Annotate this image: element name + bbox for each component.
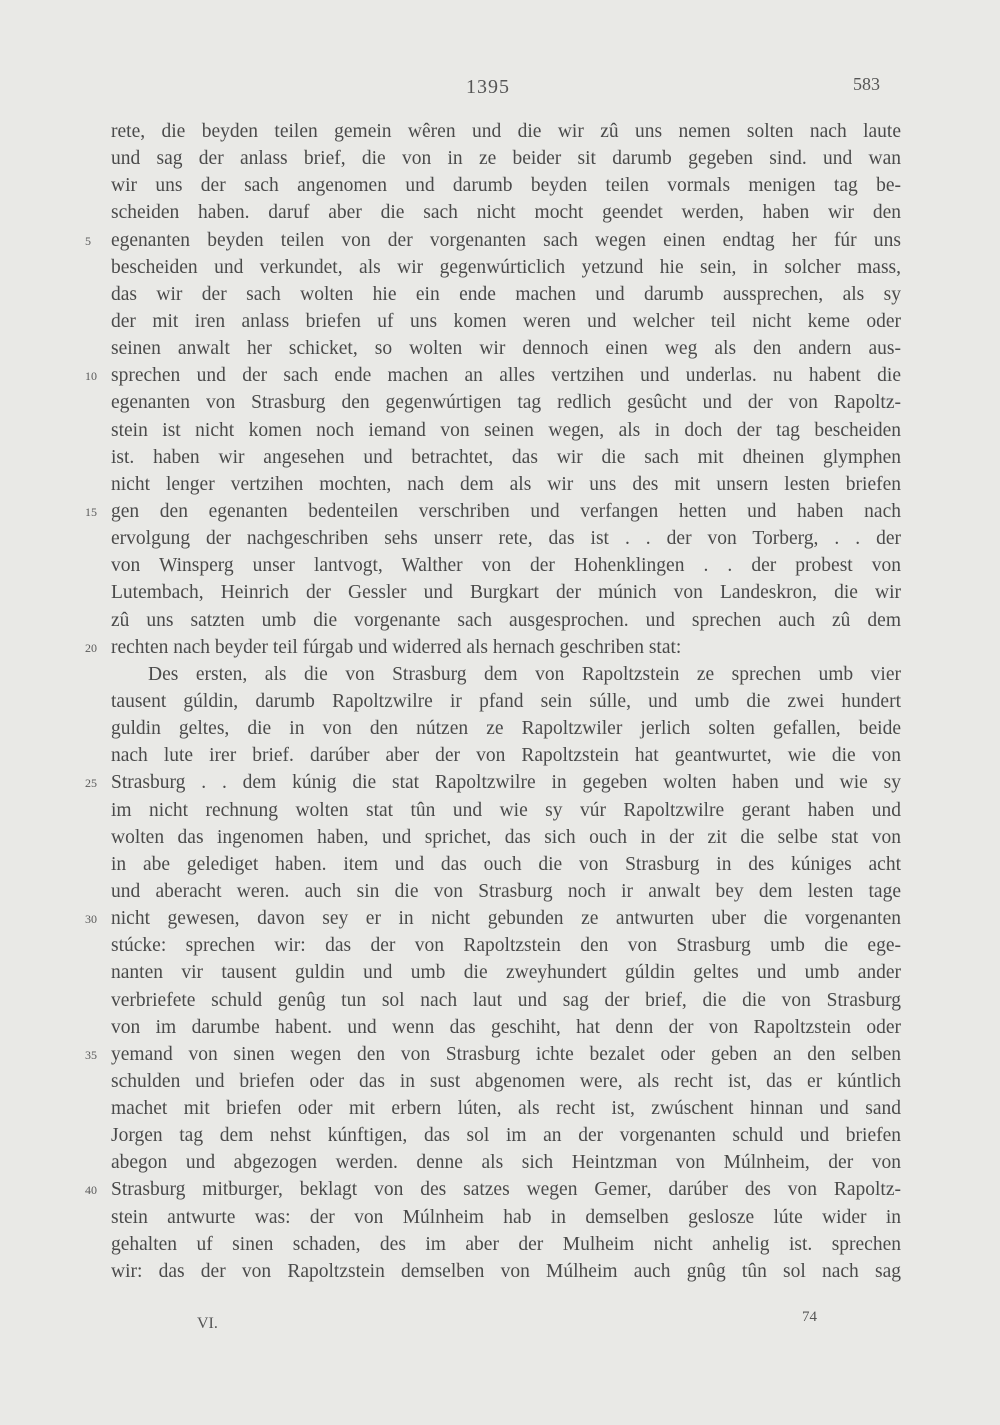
- text-line: [111, 1014, 901, 1041]
- text-line: [111, 525, 901, 552]
- line-text: wir uns der sach angenomen und darumb beyden teilen vormals menigen tag be-: [111, 175, 901, 197]
- line-number: 15: [85, 504, 97, 519]
- line-text: und aberacht weren. auch sin die von Strasburg noch ir anwalt bey dem lesten tage: [111, 880, 901, 902]
- line-text: Strasburg mitburger, beklagt von des satzes wegen Gemer, darúber des von Rapoltz-: [111, 1179, 901, 1201]
- text-line: [111, 797, 901, 824]
- text-line: [85, 498, 901, 525]
- line-text: sprechen und der sach ende machen an alles vertzihen und underlas. nu habent die: [111, 365, 901, 387]
- text-line: [85, 769, 901, 796]
- line-text: wir: das der von Rapoltzstein demselben von Múlheim auch gnûg tûn sol nach sag: [111, 1260, 901, 1282]
- text-line: [111, 1122, 901, 1149]
- line-text: verbriefete schuld genûg tun sol nach laut und sag der brief, die die von Strasburg: [111, 989, 901, 1011]
- text-line: [111, 335, 901, 362]
- text-line: [85, 905, 901, 932]
- text-line: [85, 362, 901, 389]
- text-line: [111, 932, 901, 959]
- text-line: [111, 1258, 901, 1285]
- line-text: guldin geltes, die in von den nútzen ze Rapoltzwiler jerlich solten gefallen, beide: [111, 718, 901, 740]
- text-line: [111, 715, 901, 742]
- text-line: [111, 661, 901, 688]
- text-line: [111, 172, 901, 199]
- line-text: bescheiden und verkundet, als wir gegenwúrticlich yetzund hie sein, in solcher mass,: [111, 256, 901, 278]
- page-year-heading: 1395: [466, 76, 510, 98]
- text-line: [111, 552, 901, 579]
- line-text: nanten vir tausent guldin und umb die zweyhundert gúldin geltes und umb ander: [111, 962, 901, 984]
- line-text: gehalten uf sinen schaden, des im aber der Mulheim nicht anhelig ist. sprechen: [111, 1233, 901, 1255]
- text-line: [111, 471, 901, 498]
- footer-sheet-number: 74: [802, 1309, 817, 1325]
- line-text: und sag der anlass brief, die von in ze beider sit darumb gegeben sind. und wan: [111, 148, 901, 170]
- line-text: stein ist nicht komen noch iemand von seinen wegen, als in doch der tag bescheiden: [111, 419, 901, 441]
- line-text: yemand von sinen wegen den von Strasburg ichte bezalet oder geben an den selben: [111, 1043, 901, 1065]
- text-line: [111, 579, 901, 606]
- text-line: [111, 417, 901, 444]
- text-line: [111, 607, 901, 634]
- text-line: [111, 145, 901, 172]
- text-line: [111, 389, 901, 416]
- text-line: [85, 1041, 901, 1068]
- text-line: [85, 1176, 901, 1203]
- line-text: von Winsperg unser lantvogt, Walther von der Hohenklingen . . der probest von: [111, 555, 901, 577]
- line-text: machet mit briefen oder mit erbern lúten, als recht ist, zwúschent hinnan und sand: [111, 1098, 901, 1120]
- line-text: tausent gúldin, darumb Rapoltzwilre ir pfand sein súlle, und umb die zwei hundert: [111, 690, 901, 712]
- line-text: ervolgung der nachgeschriben sehs unserr rete, das ist . . der von Torberg, . . der: [111, 528, 901, 550]
- line-text: seinen anwalt her schicket, so wolten wir dennoch einen weg als den andern aus-: [111, 338, 901, 360]
- line-text: zû uns satzten umb die vorgenante sach ausgesprochen. und sprechen auch zû dem: [111, 609, 901, 631]
- line-text: scheiden haben. daruf aber die sach nicht mocht geendet werden, haben wir den: [111, 202, 901, 224]
- line-text: ist. haben wir angesehen und betrachtet, das wir die sach mit dheinen glymphen: [111, 446, 901, 468]
- line-text: egenanten von Strasburg den gegenwúrtigen tag redlich gesûcht und der von Rapoltz-: [111, 392, 901, 414]
- line-text: Jorgen tag dem nehst kúnftigen, das sol im an der vorgenanten schuld und briefen: [111, 1125, 901, 1147]
- page-number: 583: [853, 74, 880, 94]
- text-line: [111, 742, 901, 769]
- line-text: in abe gelediget haben. item und das ouch die von Strasburg in des kúniges acht: [111, 853, 901, 875]
- text-line: [111, 851, 901, 878]
- text-line: [111, 1204, 901, 1231]
- line-text: schulden und briefen oder das in sust abgenomen were, als recht ist, das er kúntlich: [111, 1070, 901, 1092]
- body-text: [85, 118, 901, 1285]
- footer-signature: VI.: [197, 1315, 218, 1332]
- text-line: [85, 227, 901, 254]
- text-line: [111, 308, 901, 335]
- line-text: wolten das ingenomen haben, und sprichet, das sich ouch in der zit die selbe stat von: [111, 826, 901, 848]
- line-text: nach lute irer brief. darúber aber der von Rapoltzstein hat geantwurtet, wie die von: [111, 745, 901, 767]
- line-text: rete, die beyden teilen gemein wêren und die wir zû uns nemen solten nach laute: [111, 121, 901, 142]
- text-line: [111, 688, 901, 715]
- text-line: [111, 824, 901, 851]
- line-text: stúcke: sprechen wir: das der von Rapoltzstein den von Strasburg umb die ege-: [111, 935, 901, 957]
- line-text: nicht gewesen, davon sey er in nicht gebunden ze antwurten uber die vorgenanten: [111, 908, 901, 930]
- text-line: [85, 634, 901, 661]
- line-number: 35: [85, 1047, 97, 1062]
- line-number: 10: [85, 369, 97, 384]
- text-line: [111, 444, 901, 471]
- line-text: von im darumbe habent. und wenn das geschiht, hat denn der von Rapoltzstein oder: [111, 1016, 901, 1038]
- line-text: der mit iren anlass briefen uf uns komen weren und welcher teil nicht keme oder: [111, 310, 901, 332]
- line-text: egenanten beyden teilen von der vorgenanten sach wegen einen endtag her fúr uns: [111, 229, 901, 251]
- line-text: gen den egenanten bedenteilen verschriben und verfangen hetten und haben nach: [111, 500, 901, 522]
- text-line: [111, 1068, 901, 1095]
- text-line: [111, 199, 901, 226]
- line-text: abegon und abgezogen werden. denne als sich Heintzman von Múlnheim, der von: [111, 1152, 901, 1174]
- line-number: 5: [85, 233, 91, 248]
- text-line: [111, 281, 901, 308]
- line-number: 30: [85, 912, 97, 927]
- line-number: 40: [85, 1183, 97, 1198]
- line-text: Lutembach, Heinrich der Gessler und Burgkart der múnich von Landeskron, die wir: [111, 582, 901, 604]
- text-line: [111, 118, 901, 145]
- text-line: [111, 1149, 901, 1176]
- text-line: [111, 987, 901, 1014]
- line-text: im nicht rechnung wolten stat tûn und wie sy vúr Rapoltzwilre gerant haben und: [111, 799, 901, 821]
- text-line: [111, 254, 901, 281]
- text-line: [111, 1231, 901, 1258]
- line-text: das wir der sach wolten hie ein ende machen und darumb aussprechen, als sy: [111, 283, 901, 305]
- text-line: [111, 878, 901, 905]
- text-line: [111, 1095, 901, 1122]
- line-text: stein antwurte was: der von Múlnheim hab in demselben geslosze lúte wider in: [111, 1206, 901, 1228]
- line-text: Strasburg . . dem kúnig die stat Rapoltzwilre in gegeben wolten haben und wie sy: [111, 772, 901, 794]
- line-text: rechten nach beyder teil fúrgab und widerred als hernach geschriben stat:: [111, 636, 682, 658]
- line-number: 25: [85, 776, 97, 791]
- line-number: 20: [85, 640, 97, 655]
- text-line: [111, 959, 901, 986]
- line-text: Des ersten, als die von Strasburg dem von Rapoltzstein ze sprechen umb vier: [148, 663, 901, 685]
- line-text: nicht lenger vertzihen mochten, nach dem als wir uns des mit unsern lesten briefen: [111, 473, 901, 495]
